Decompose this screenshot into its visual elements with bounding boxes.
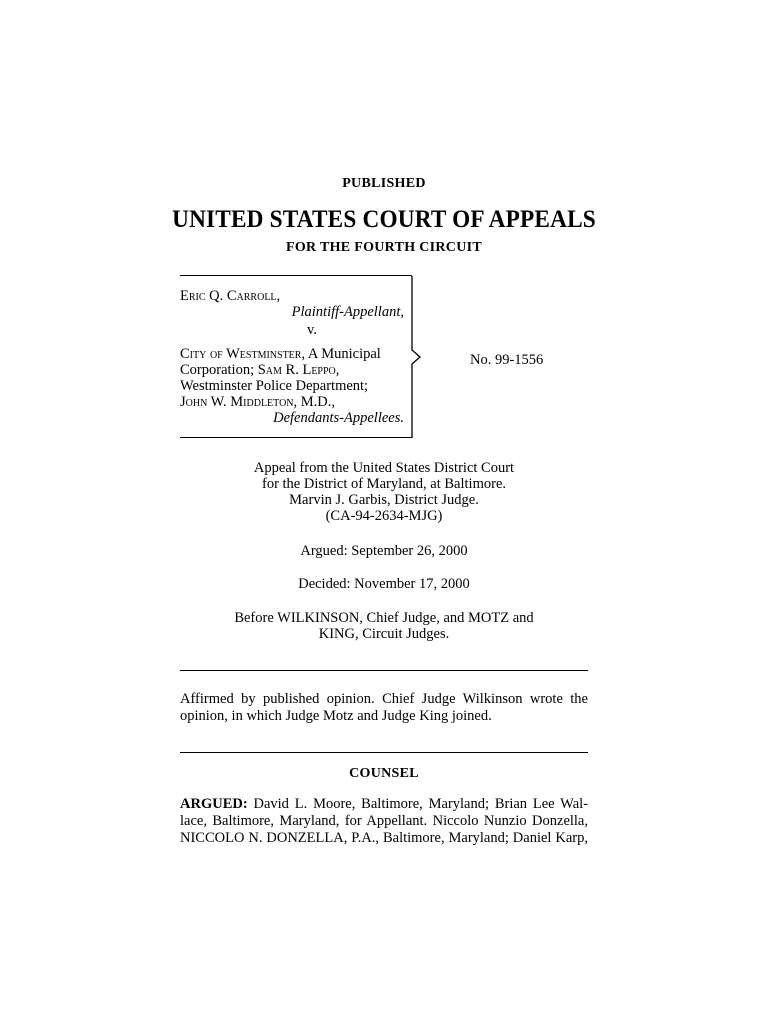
caption-bottom-rule — [180, 437, 412, 438]
appeal-info — [0, 460, 768, 524]
defendant-role: Defendants-Appellees. — [273, 410, 404, 426]
plaintiff-name: Eric Q. Carroll, — [180, 288, 281, 304]
decided-date: Decided: November 17, 2000 — [298, 576, 470, 592]
case-caption — [180, 288, 404, 426]
counsel-heading: COUNSEL — [349, 766, 419, 781]
counsel-line-3: NICCOLO N. DONZELLA, P.A., Baltimore, Maryland; Daniel Karp, — [180, 830, 588, 846]
plaintiff-role: Plaintiff-Appellant, — [291, 304, 404, 320]
circuit-subtitle: FOR THE FOURTH CIRCUIT — [285, 240, 483, 255]
appeal-line-3: Marvin J. Garbis, District Judge. — [289, 492, 479, 508]
appeal-line-4: (CA-94-2634-MJG) — [325, 508, 443, 524]
disposition-line-2: opinion, in which Judge Motz and Judge King joined. — [180, 708, 492, 724]
panel-info — [0, 610, 768, 642]
court-title: UNITED STATES COURT OF APPEALS — [172, 206, 596, 233]
argued-label: ARGUED: — [180, 796, 248, 812]
defendant-line-1: City of Westminster, A Municipal — [180, 346, 381, 362]
defendant-line-4: John W. Middleton, M.D., — [180, 394, 336, 410]
panel-line-2: KING, Circuit Judges. — [318, 626, 450, 642]
docket-number: No. 99-1556 — [470, 352, 544, 368]
counsel-line-1: ARGUED: David L. Moore, Baltimore, Maryland; Brian Lee Wal- — [180, 796, 588, 812]
appeal-line-2: for the District of Maryland, at Baltimore. — [261, 476, 506, 492]
counsel-paragraph — [180, 796, 588, 847]
defendant-line-2: Corporation; Sam R. Leppo, — [180, 362, 340, 378]
panel-line-1: Before WILKINSON, Chief Judge, and MOTZ and — [234, 610, 534, 626]
published-label: PUBLISHED — [342, 176, 426, 191]
divider-1 — [180, 670, 588, 671]
disposition-paragraph — [180, 691, 588, 725]
caption-top-rule — [180, 275, 412, 276]
argued-date: Argued: September 26, 2000 — [300, 543, 468, 559]
versus: v. — [307, 322, 317, 338]
counsel-line-2: lace, Baltimore, Maryland, for Appellant. Niccolo Nunzio Donzella, — [180, 813, 588, 829]
defendant-line-3: Westminster Police Department; — [180, 378, 369, 394]
appeal-line-1: Appeal from the United States District Court — [253, 460, 515, 476]
disposition-line-1: Affirmed by published opinion. Chief Judge Wilkinson wrote the — [180, 691, 588, 707]
divider-2 — [180, 752, 588, 753]
caption-brace — [408, 276, 422, 438]
